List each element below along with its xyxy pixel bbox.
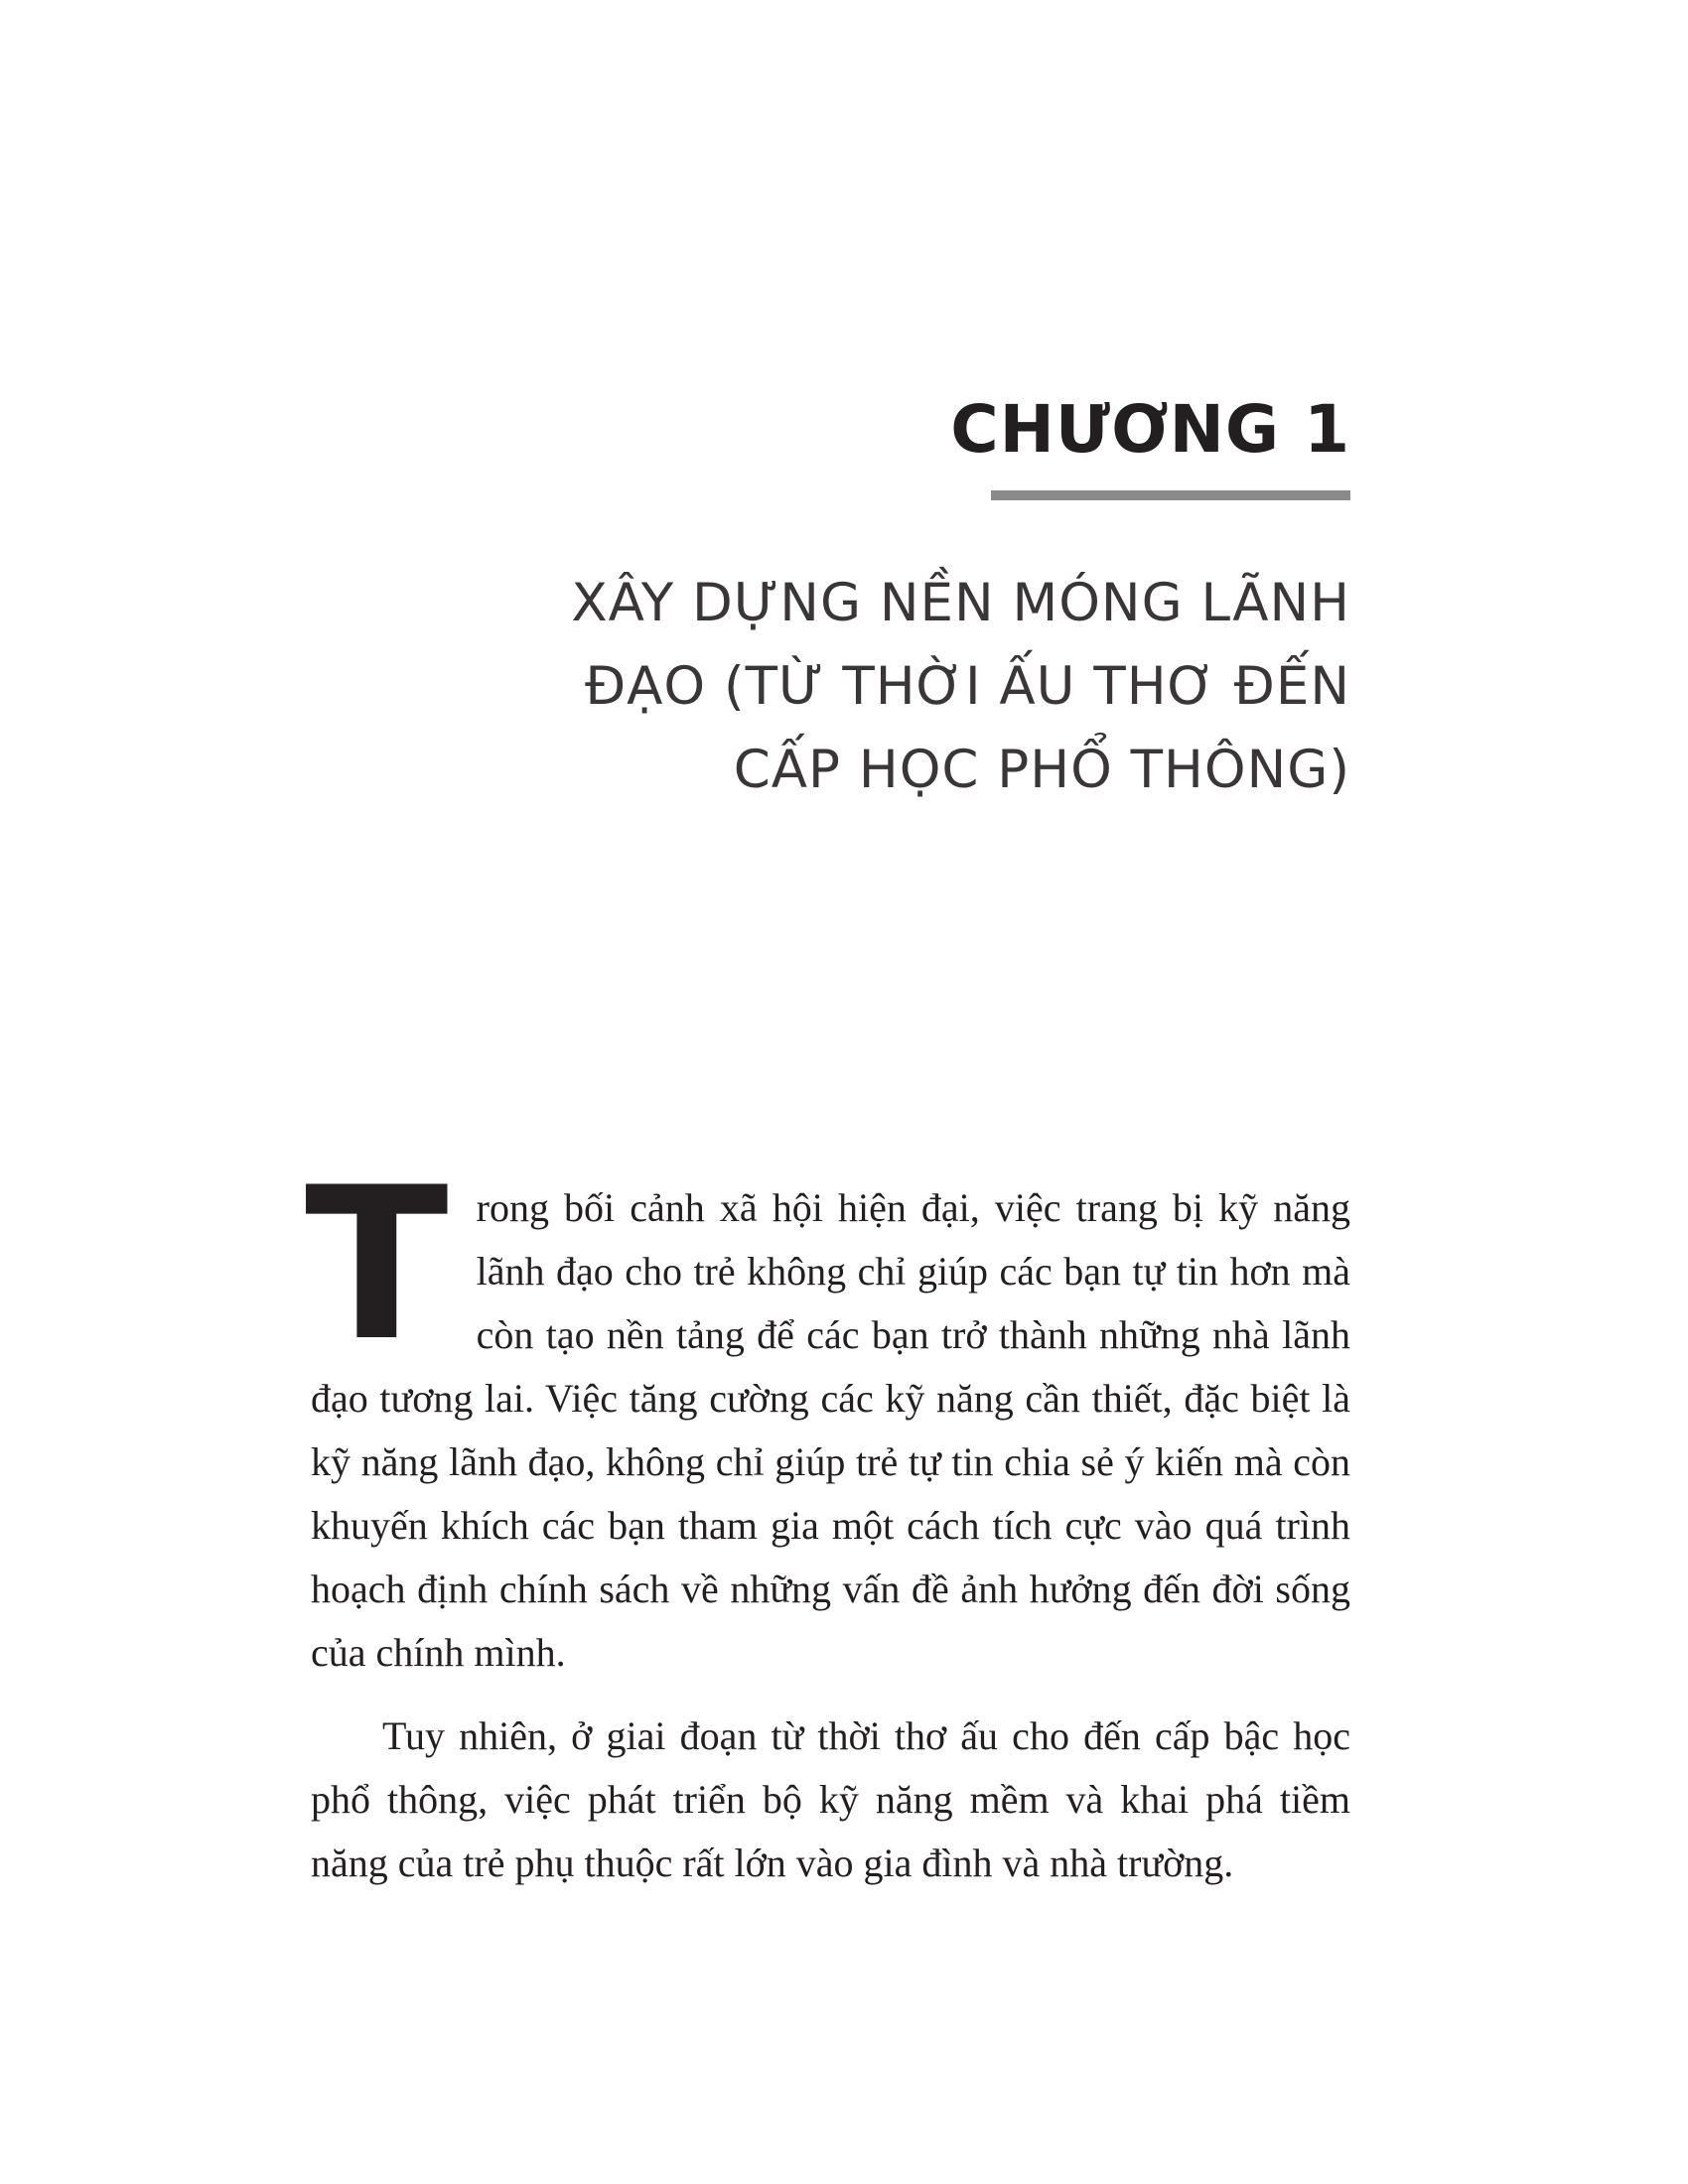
chapter-label: CHƯƠNG 1 xyxy=(950,391,1350,468)
paragraph-1 xyxy=(305,1142,1350,1685)
chapter-title xyxy=(457,562,1350,812)
chapter-title-line-3: CẤP HỌC PHỔ THÔNG) xyxy=(733,740,1350,800)
chapter-title-line-2: ĐẠO (TỪ THỜI ẤU THƠ ĐẾN xyxy=(585,656,1350,717)
paragraph-2: Tuy nhiên, ở giai đoạn từ thời thơ ấu cho đến cấp bậc học phổ thông, việc phát triển bộ kỹ năng mềm và khai phá tiềm năng của trẻ phụ thuộc rất lớn vào gia đình và nhà trường. xyxy=(311,1713,1350,1885)
chapter-header xyxy=(457,391,1350,812)
body-text xyxy=(305,1142,1350,1895)
paragraph-1-text: rong bối cảnh xã hội hiện đại, việc trang bị kỹ năng lãnh đạo cho trẻ không chỉ giúp các bạn tự tin hơn mà còn tạo nền tảng để các bạn trở thành những nhà lãnh đạo tương lai. Việc tăng cường các kỹ năng cần thiết, đặc biệt là kỹ năng lãnh đạo, không chỉ giúp trẻ tự tin chia sẻ ý kiến mà còn khuyến khích các bạn tham gia một cách tích cực vào quá trình hoạch định chính sách về những vấn đề ảnh hưởng đến đời sống của chính mình. xyxy=(311,1185,1350,1675)
chapter-title-line-1: XÂY DỰNG NỀN MÓNG LÃNH xyxy=(571,573,1350,633)
chapter-divider xyxy=(991,490,1350,500)
drop-cap: T xyxy=(305,1142,449,1387)
